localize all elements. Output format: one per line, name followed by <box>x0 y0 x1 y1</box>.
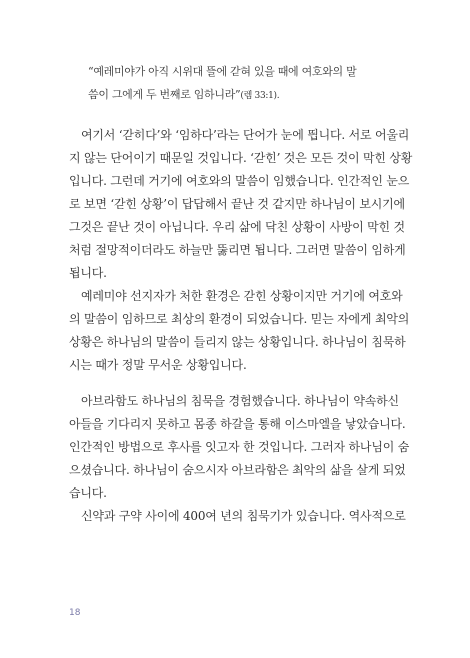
text-line: 신약과 구약 사이에 400여 년의 침묵기가 있습니다. 역사적으로 <box>81 509 406 523</box>
text-line: 아들을 기다리지 못하고 몸종 하갈을 통해 이스마엘을 낳았습니다. <box>69 417 406 431</box>
text-line: 시는 때가 정말 무서운 상황입니다. <box>69 358 247 372</box>
text-line: 로 보면 ‘갇힌 상황’이 답답해서 끝난 것 같지만 하나님이 보시기에 <box>69 197 405 211</box>
paragraph-gap <box>69 377 399 390</box>
text-line: 으셨습니다. 하나님이 숨으시자 아브라함은 최악의 삶을 살게 되었 <box>69 463 406 477</box>
quote-text: 씀이 그에게 두 번째로 임하니라” <box>88 88 241 101</box>
paragraph <box>69 285 410 377</box>
body-text <box>69 124 413 528</box>
quote-line: “예레미야가 아직 시위대 뜰에 갇혀 있을 때에 여호와의 말 <box>88 65 357 78</box>
scripture-quote <box>88 60 388 106</box>
text-line: 인간적인 방법으로 후사를 잇고자 한 것입니다. 그러자 하나님이 숨 <box>69 440 410 454</box>
paragraph <box>69 505 406 528</box>
paragraph <box>69 124 413 285</box>
text-line: 됩니다. <box>69 266 107 280</box>
text-line: 습니다. <box>69 486 107 500</box>
paragraph <box>69 390 410 505</box>
text-line: 의 말씀이 임하므로 최상의 환경이 되었습니다. 믿는 자에게 최악의 <box>69 312 410 326</box>
page-number: 18 <box>69 608 81 618</box>
text-line: 처럼 절망적이더라도 하늘만 뚫리면 됩니다. 그러면 말씀이 임하게 <box>69 243 406 257</box>
quote-line <box>88 83 388 106</box>
text-line: 예레미야 선지자가 처한 환경은 갇힌 상황이지만 거기에 여호와 <box>81 289 403 303</box>
text-line: 여기서 ‘갇히다’와 ‘임하다’라는 단어가 눈에 띕니다. 서로 어울리 <box>81 128 410 142</box>
text-line: 입니다. 그런데 거기에 여호와의 말씀이 임했습니다. 인간적인 눈으 <box>69 174 410 188</box>
text-line: 그것은 끝난 것이 아닙니다. 우리 삶에 닥친 상황이 사방이 막힌 것 <box>69 220 405 234</box>
text-line: 지 않는 단어이기 때문일 것입니다. ‘갇힌’ 것은 모든 것이 막힌 상황 <box>69 151 413 165</box>
text-line: 상황은 하나님의 말씀이 들리지 않는 상황입니다. 하나님이 침묵하 <box>69 335 406 349</box>
scripture-reference: (렘 33:1). <box>240 91 280 101</box>
text-line: 아브라함도 하나님의 침묵을 경험했습니다. 하나님이 약속하신 <box>81 394 399 408</box>
